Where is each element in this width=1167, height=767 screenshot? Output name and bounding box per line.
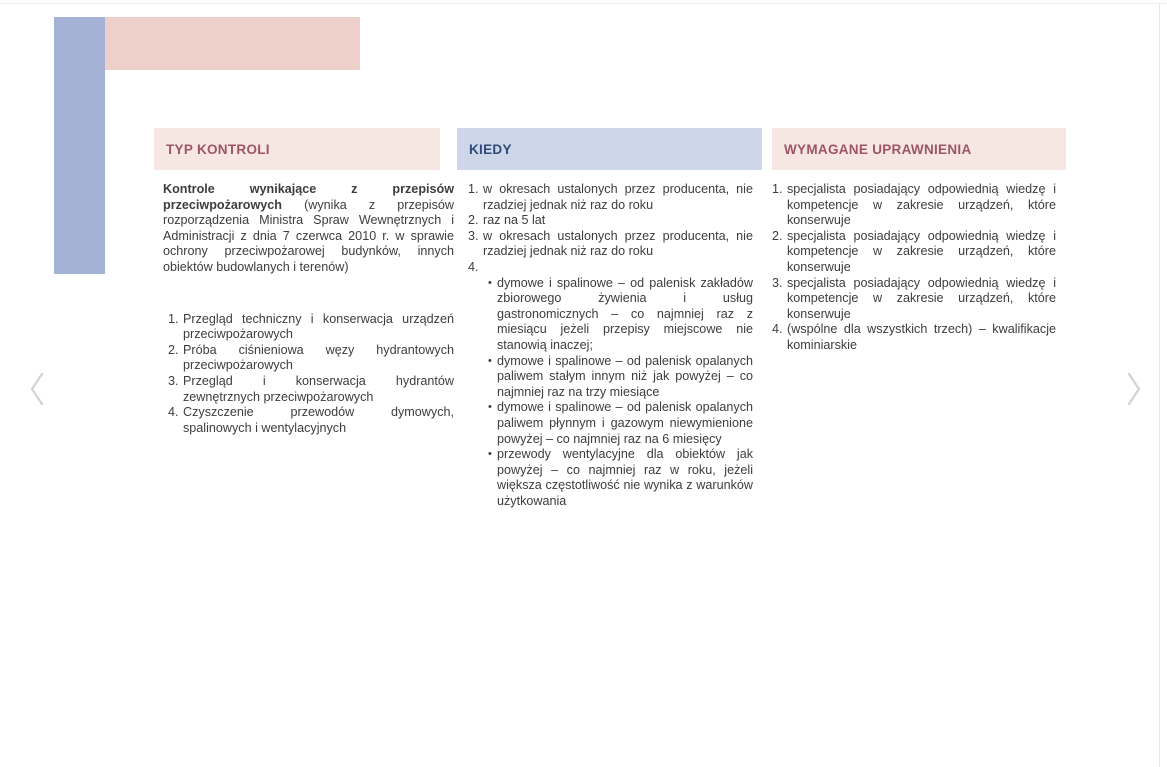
typ-kontroli-list (163, 312, 454, 437)
column-kiedy (457, 128, 762, 509)
list-item-number: 1. (468, 182, 479, 196)
inspection-table (154, 128, 1066, 509)
right-border (1159, 4, 1160, 767)
list-item (468, 182, 753, 213)
list-item-text: specjalista posiadający odpowiednią wiedzę i kompetencje w zakresie urządzeń, które konserwuje (787, 182, 1056, 228)
top-border (0, 3, 1167, 4)
list-item (772, 182, 1056, 229)
decor-pink-rect (105, 17, 360, 70)
prev-slide-button[interactable] (22, 370, 52, 410)
list-item-text: raz na 5 lat (483, 213, 546, 228)
list-item (772, 322, 1056, 353)
sub-bullet-item: • dymowe i spalinowe – od palenisk zakładów zbiorowego żywienia i usług gastronomicznych – co najmniej raz z miesiącu jeżeli przepisy miejscowe nie stanowią inaczej; (483, 276, 753, 354)
intro-bold-text: Kontrole wynikające z przepisów przeciwpożarowych (163, 182, 454, 212)
list-item (468, 213, 753, 229)
list-item-number: 3. (468, 228, 479, 243)
list-item-number: 3. (168, 373, 179, 388)
list-item-text: Czyszczenie przewodów dymowych, spalinowych i wentylacyjnych (183, 405, 454, 435)
list-item-number: 2. (168, 342, 179, 357)
list-item-text: w okresach ustalonych przez producenta, nie rzadziej jednak niż raz do roku (483, 182, 753, 212)
column-wymagane-uprawnienia (772, 128, 1066, 509)
list-item-number: 2. (772, 228, 783, 243)
column-body-wymagane-uprawnienia (772, 182, 1066, 354)
decor-blue-rect (54, 17, 105, 274)
column-header-wymagane-uprawnienia: WYMAGANE UPRAWNIENIA (772, 128, 1066, 170)
list-item (772, 229, 1056, 276)
intro-paragraph (163, 182, 454, 276)
sub-bullet-item: • dymowe i spalinowe – od palenisk opalanych paliwem stałym innym niż jak powyżej – co najmniej raz na trzy miesiące (483, 354, 753, 401)
sub-bullet-list (483, 276, 753, 510)
list-item-text: (wspólne dla wszystkich trzech) – kwalifikacje kominiarskie (787, 322, 1056, 352)
list-item-number: 4. (772, 322, 783, 337)
intro-rest-text: (wynika z przepisów rozporządzenia Ministra Spraw Wewnętrznych i Administracji z dnia 7 czerwca 2010 r. w sprawie ochrony przeciwpożarowej budynków, innych obiektów budowlanych i terenów) (163, 197, 454, 274)
sub-bullet-item: • przewody wentylacyjne dla obiektów jak powyżej – co najmniej raz w roku, jeżeli większa częstotliwość nie wynika z warunków użytkowania (483, 447, 753, 509)
list-item-text: w okresach ustalonych przez producenta, nie rzadziej jednak niż raz do roku (483, 228, 753, 259)
list-item (168, 343, 454, 374)
list-item (168, 405, 454, 436)
list-item-number: 3. (772, 275, 783, 290)
list-item-number: 4. (468, 259, 479, 274)
list-item-text: Próba ciśnieniowa węzy hydrantowych przeciwpożarowych (183, 342, 454, 373)
list-item-number: 2. (468, 213, 479, 228)
list-item (468, 260, 753, 276)
sub-bullet-item: • dymowe i spalinowe – od palenisk opalanych paliwem płynnym i gazowym niewymienione powyżej – co najmniej raz na 6 miesięcy (483, 400, 753, 447)
list-item-text: specjalista posiadający odpowiednią wiedzę i kompetencje w zakresie urządzeń, które konserwuje (787, 275, 1056, 321)
list-item-number: 1. (772, 182, 783, 196)
list-item-number: 1. (168, 311, 179, 326)
chevron-left-icon (26, 371, 48, 407)
list-item-text: Przegląd i konserwacja hydrantów zewnętrznych przeciwpożarowych (183, 373, 454, 404)
list-item-text: specjalista posiadający odpowiednią wiedzę i kompetencje w zakresie urządzeń, które konserwuje (787, 228, 1056, 274)
next-slide-button[interactable] (1119, 370, 1149, 410)
column-body-typ-kontroli (154, 182, 454, 436)
wymagane-uprawnienia-list (772, 182, 1056, 354)
list-item-text: Przegląd techniczny i konserwacja urządzeń przeciwpożarowych (183, 311, 454, 342)
chevron-right-icon (1123, 371, 1145, 407)
column-body-kiedy (457, 182, 762, 509)
list-item (168, 312, 454, 343)
column-header-typ-kontroli: TYP KONTROLI (154, 128, 440, 170)
column-header-kiedy: KIEDY (457, 128, 762, 170)
list-item-number: 4. (168, 405, 179, 420)
list-item (168, 374, 454, 405)
list-item (772, 276, 1056, 323)
list-item (468, 229, 753, 260)
kiedy-list (468, 182, 753, 509)
column-typ-kontroli (154, 128, 454, 509)
